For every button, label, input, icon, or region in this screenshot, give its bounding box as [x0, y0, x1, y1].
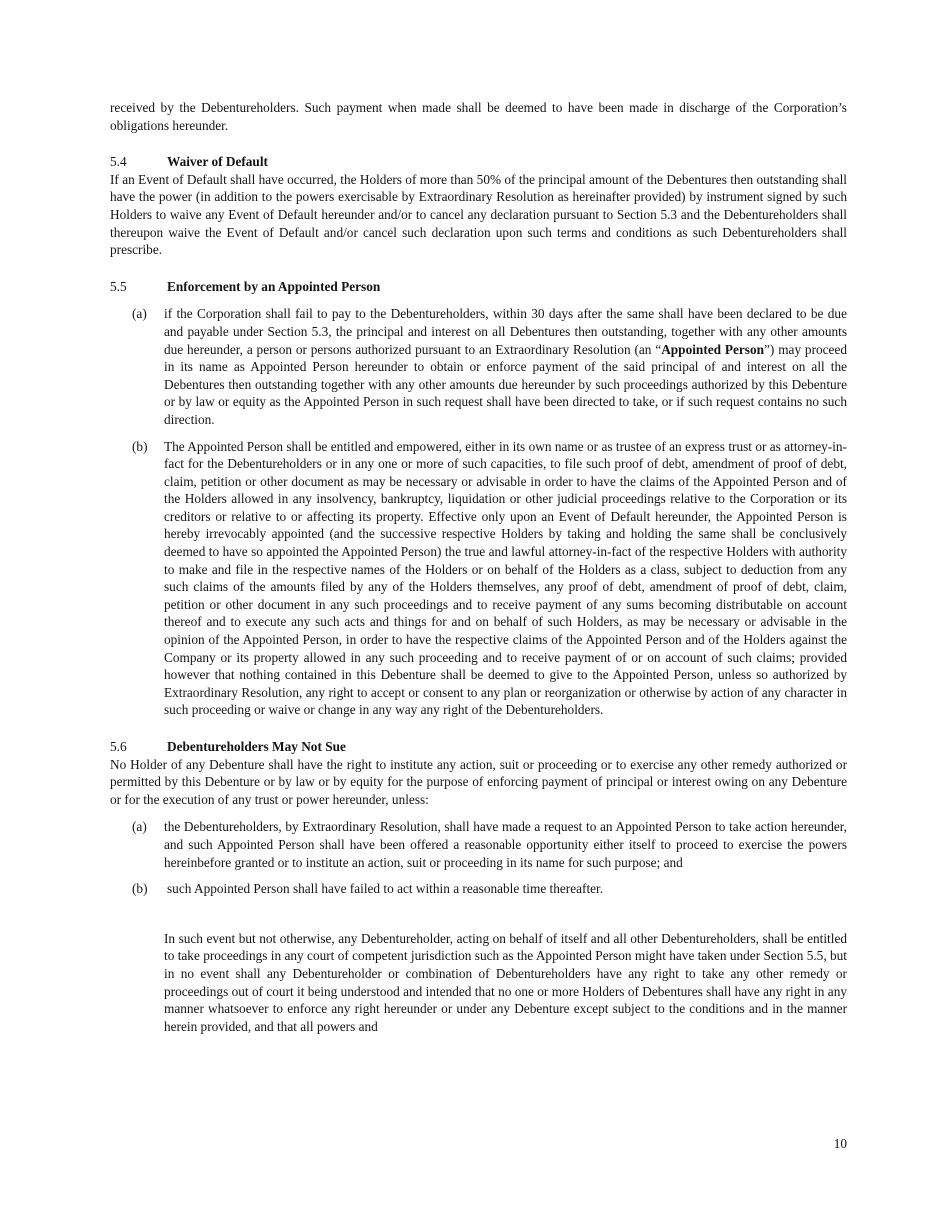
- section-number: 5.4: [110, 154, 127, 170]
- page-number: 10: [833, 1136, 847, 1151]
- item-label: (b): [132, 881, 148, 897]
- section-5-6-body: No Holder of any Debenture shall have the right to institute any action, suit or proceeding or to exercise any other remedy authorized or permitted by this Debenture or by law or by equity for the purpose of enforcing payment of principal or interest owing on any Debenture or for the execution of any trust or power hereunder, unless:: [110, 756, 847, 807]
- item-label: (b): [132, 438, 148, 454]
- item-text: [164, 305, 847, 428]
- section-number: 5.5: [110, 278, 127, 294]
- defined-term: Appointed Person: [661, 341, 765, 357]
- item-text: the Debentureholders, by Extraordinary Resolution, shall have made a request to an Appointed Person to take action hereunder, and such Appointed Person shall have been offered a reasonable opportunity either itself to proceed to exercise the powers hereinbefore granted or to institute an action, suit or proceeding in its name for such purpose; and: [164, 819, 847, 870]
- section-5-4-body: If an Event of Default shall have occurred, the Holders of more than 50% of the principal amount of the Debentures then outstanding shall have the power (in addition to the powers exercisable by Extraordinary Resolution as hereinafter provided) by instrument signed by such Holders to waive any Event of Default hereunder and/or to cancel any declaration pursuant to Section 5.3 and the Debentureholders shall thereupon waive the Event of Default and/or cancel such declaration upon such terms and conditions as such Debentureholders shall prescribe.: [110, 171, 847, 258]
- item-label: (a): [132, 306, 147, 322]
- section-5-4-heading: [110, 153, 847, 171]
- item-text-part: ”) may proceed in its name as Appointed Person hereunder to obtain or enforce payment of the said principal of and interest on all the Debentures then outstanding together with any other amounts due hereunder by such proceedings authorized by this Debenture or by law or equity as the Appointed Person in such request shall have been directed to take, or if such request contains no such direction.: [164, 341, 848, 427]
- section-5-6-closing-paragraph: In such event but not otherwise, any Debentureholder, acting on behalf of itself and all other Debentureholders, shall be entitled to take proceedings in any court of competent jurisdiction such as the Appointed Person might have taken under Section 5.5, but in no event shall any Debentureholder or combination of Debentureholders have any right to take any other remedy or proceedings out of court it being understood and intended that no one or more Holders of Debentures shall have any right in any manner whatsoever to enforce any right hereunder or under any Debenture except subject to the conditions and in the manner herein provided, and that all powers and: [164, 930, 847, 1034]
- section-5-6-item-b: [110, 880, 847, 898]
- document-page: [110, 99, 847, 1035]
- intro-paragraph: received by the Debentureholders. Such payment when made shall be deemed to have been made in discharge of the Corporation’s obligations hereunder.: [110, 100, 847, 133]
- item-text: such Appointed Person shall have failed to act within a reasonable time thereafter.: [167, 881, 604, 897]
- section-5-5-heading: [110, 278, 847, 296]
- item-text-part: if the Corporation shall fail to pay to the Debentureholders, within 30 days after the same shall have been declared to be due and payable under Section 5.3, the principal and interest on all Debentures then outstanding, together with any other amounts due hereunder, a person or persons authorized pursuant to an Extraordinary Resolution (an “: [164, 306, 847, 357]
- item-text: The Appointed Person shall be entitled and empowered, either in its own name or as trustee of an express trust or as attorney-in-fact for the Debentureholders or in any one or more of such capacities, to file such proof of debt, amendment of proof of debt, claim, petition or other document as may be necessary or advisable in order to have the claims of the Appointed Person and of the Holders allowed in any insolvency, bankruptcy, liquidation or other judicial proceedings relative to the Corporation or its creditors or relative to or affecting its property. Effective only upon an Event of Default hereunder, the Appointed Person is hereby irrevocably appointed (and the successive respective Holders by taking and holding the same shall be conclusively deemed to have so appointed the Appointed Person) the true and lawful attorney-in-fact of the respective Holders with authority to make and file in the respective names of the Holders or on behalf of the Holders as a class, subject to deduction from any such claims of the amounts filed by any of the Holders themselves, any proof of debt, amendment of proof of debt, claim, petition or other document in any such proceedings and to receive payment of any sums becoming distributable on account thereof and to execute any such acts and things for and on behalf of such Holders, as may be necessary or advisable in the opinion of the Appointed Person, in order to have the respective claims of the Appointed Person and of the Holders against the Company or its property allowed in any such proceeding and to receive payment of or on account of such claims; provided however that nothing contained in this Debenture shall be deemed to give to the Appointed Person, unless so authorized by Extraordinary Resolution, any right to accept or consent to any plan or reorganization or otherwise by action of any character in such proceeding or waive or change in any way any right of the Debentureholders.: [164, 438, 847, 718]
- section-title: Debentureholders May Not Sue: [167, 739, 346, 754]
- section-5-5-item-b: [110, 438, 847, 720]
- section-title: Waiver of Default: [167, 154, 268, 170]
- section-title: Enforcement by an Appointed Person: [167, 278, 381, 294]
- section-5-6-heading: [110, 738, 847, 756]
- item-label: (a): [132, 819, 147, 835]
- section-number: 5.6: [110, 739, 127, 754]
- section-5-6-item-a: [110, 818, 847, 871]
- section-5-5-item-a: [110, 305, 847, 428]
